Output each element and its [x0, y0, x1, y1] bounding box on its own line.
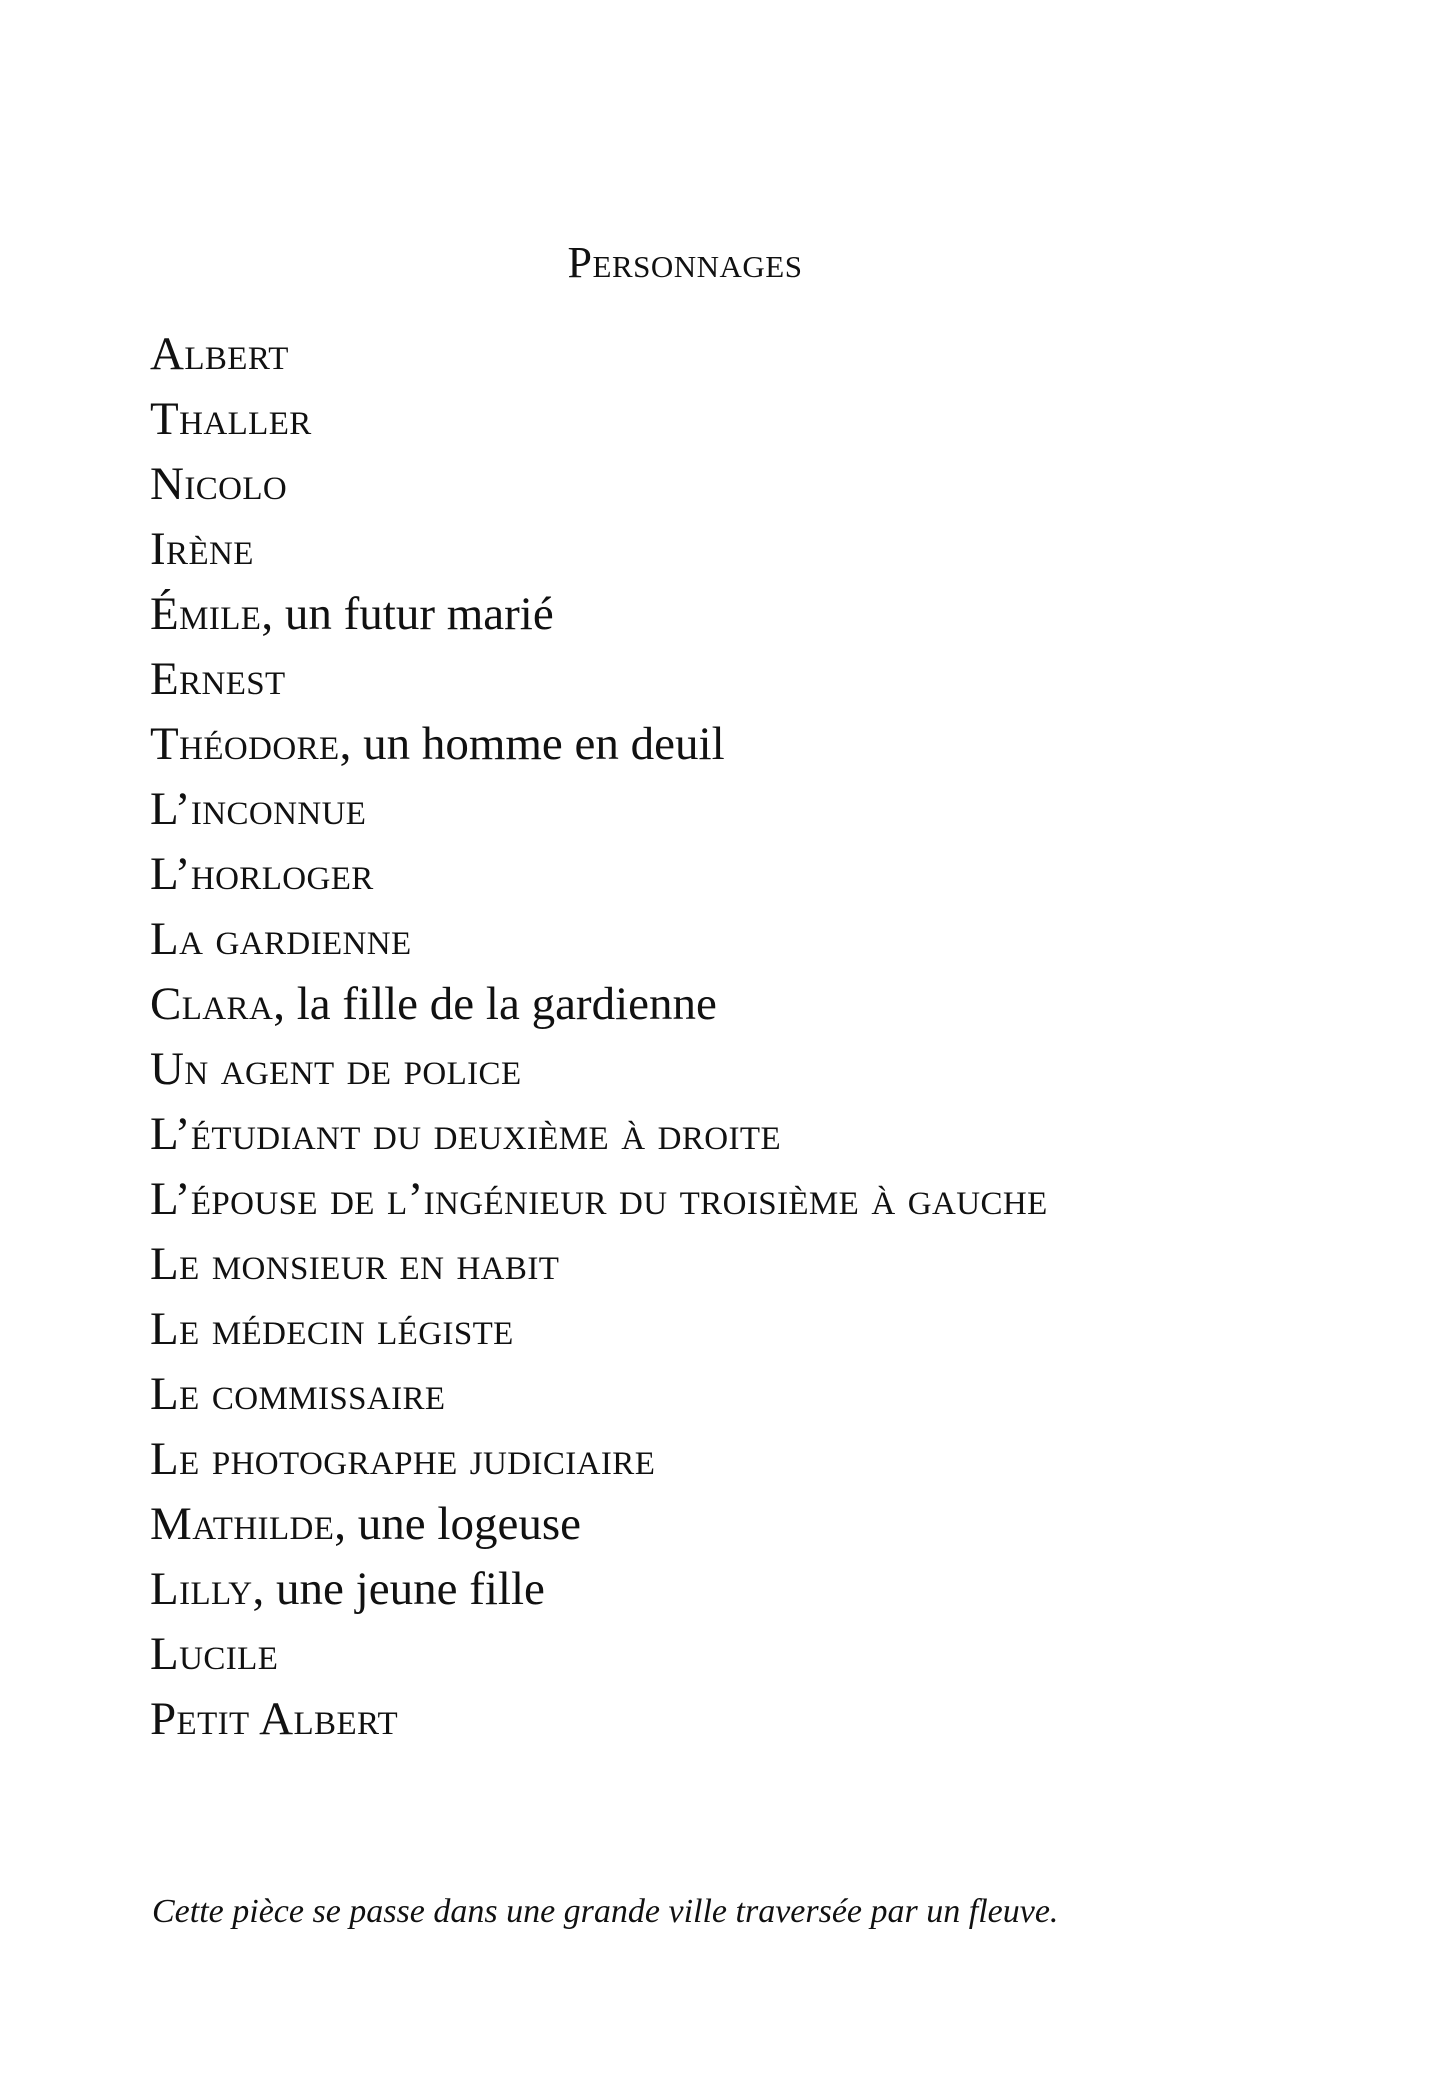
setting-note: Cette pièce se passe dans une grande ville traversée par un fleuve.: [152, 1893, 1059, 1930]
cast-item: [150, 842, 1370, 907]
character-name: Le monsieur en habit: [150, 1238, 560, 1290]
cast-item: [150, 1232, 1370, 1297]
character-name: Le commissaire: [150, 1368, 446, 1420]
character-name: Un agent de police: [150, 1043, 522, 1095]
cast-item: [150, 972, 1370, 1037]
cast-item: [150, 1687, 1370, 1752]
cast-item: [150, 1362, 1370, 1427]
character-name: Émile: [150, 588, 262, 640]
cast-item: [150, 322, 1370, 387]
character-description: , un futur marié: [261, 588, 554, 640]
cast-item: [150, 1102, 1370, 1167]
cast-heading: Personnages: [567, 238, 803, 287]
cast-item: [150, 1622, 1370, 1687]
cast-item: [150, 1427, 1370, 1492]
cast-item: [150, 582, 1370, 647]
cast-item: [150, 1297, 1370, 1362]
character-name: L’inconnue: [150, 783, 367, 835]
cast-item: [150, 777, 1370, 842]
character-name: Albert: [150, 328, 289, 380]
character-name: Clara: [150, 978, 274, 1030]
character-name: Le photographe judiciaire: [150, 1433, 656, 1485]
character-description: , une jeune fille: [252, 1563, 545, 1615]
cast-item: [150, 452, 1370, 517]
cast-item: [150, 1557, 1370, 1622]
cast-item: [150, 387, 1370, 452]
character-name: Lucile: [150, 1628, 279, 1680]
character-name: Nicolo: [150, 458, 288, 510]
character-name: Petit Albert: [150, 1693, 399, 1745]
character-name: La gardienne: [150, 913, 412, 965]
character-description: , un homme en deuil: [339, 718, 725, 770]
character-description: , une logeuse: [334, 1498, 581, 1550]
cast-item: [150, 1037, 1370, 1102]
character-name: Irène: [150, 523, 254, 575]
character-name: L’épouse de l’ingénieur du troisième à gauche: [150, 1173, 1048, 1225]
cast-item: [150, 1167, 1370, 1232]
character-name: Théodore: [150, 718, 340, 770]
character-name: Ernest: [150, 653, 286, 705]
cast-item: [150, 712, 1370, 777]
character-name: Lilly: [150, 1563, 253, 1615]
character-name: Mathilde: [150, 1498, 335, 1550]
character-name: Thaller: [150, 393, 312, 445]
character-name: Le médecin légiste: [150, 1303, 514, 1355]
character-description: , la fille de la gardienne: [273, 978, 717, 1030]
character-name: L’étudiant du deuxième à droite: [150, 1108, 782, 1160]
cast-item: [150, 907, 1370, 972]
cast-list: [150, 322, 1370, 1752]
cast-item: [150, 517, 1370, 582]
character-name: L’horloger: [150, 848, 374, 900]
cast-item: [150, 647, 1370, 712]
cast-item: [150, 1492, 1370, 1557]
